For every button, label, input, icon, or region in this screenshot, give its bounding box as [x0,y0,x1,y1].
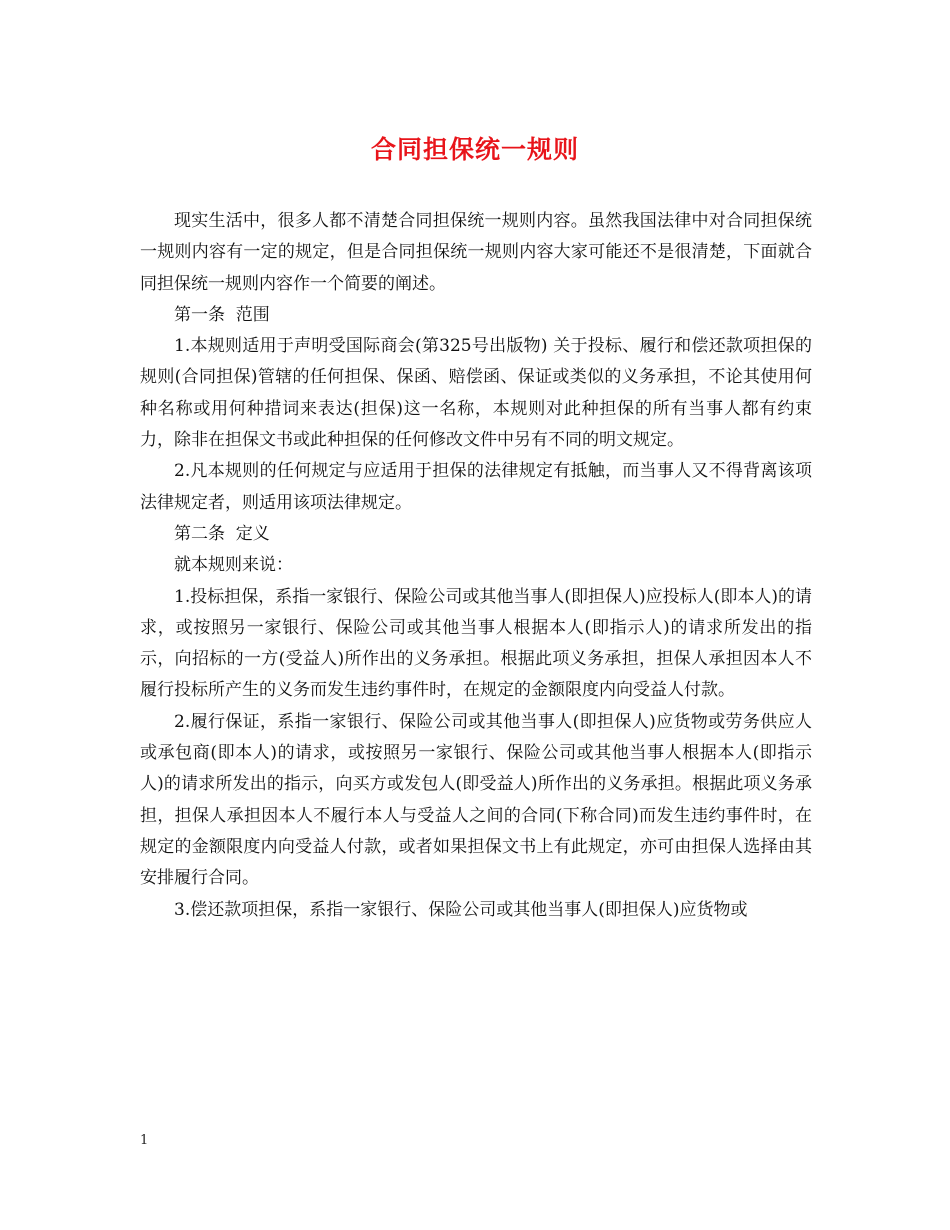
paragraph: 3.偿还款项担保，系指一家银行、保险公司或其他当事人(即担保人)应货物或 [174,899,748,920]
paragraph: 2.履行保证，系指一家银行、保险公司或其他当事人(即担保人)应货物或劳务供应人或承包商(即本人)的请求，或按照另一家银行、保险公司或其他当事人根据本人(即指示人)的请求所发出的指示，向买方或发包人(即受益人)所作出的义务承担。根据此项义务承担，担保人承担因本人不履行本人与受益人之间的合同(下称合同)而发生违约事件时，在规定的金额限度内向受益人付款，或者如果担保文书上有此规定，亦可由担保人选择由其安排履行合同。 [140,711,812,889]
paragraph: 就本规则来说： [174,555,293,576]
page-number: 1 [140,1133,149,1148]
section-heading: 第一条 范围 [174,304,270,325]
paragraph: 2.凡本规则的任何规定与应适用于担保的法律规定有抵触，而当事人又不得背离该项法律规定者，则适用该项法律规定。 [140,461,812,513]
document-body [140,206,812,926]
document-title: 合同担保统一规则 [370,135,579,164]
paragraph: 1.投标担保，系指一家银行、保险公司或其他当事人(即担保人)应投标人(即本人)的请求，或按照另一家银行、保险公司或其他当事人根据本人(即指示人)的请求所发出的指示，向招标的一方(受益人)所作出的义务承担。根据此项义务承担，担保人承担因本人不履行投标所产生的义务而发生违约事件时，在规定的金额限度内向受益人付款。 [140,586,812,701]
section-heading: 第二条 定义 [174,523,270,544]
paragraph: 1.本规则适用于声明受国际商会(第325号出版物) 关于投标、履行和偿还款项担保的规则(合同担保)管辖的任何担保、保函、赔偿函、保证或类似的义务承担，不论其使用何种名称或用何种措词来表达(担保)这一名称，本规则对此种担保的所有当事人都有约束力，除非在担保文书或此种担保的任何修改文件中另有不同的明文规定。 [140,336,812,451]
paragraph: 现实生活中，很多人都不清楚合同担保统一规则内容。虽然我国法律中对合同担保统一规则内容有一定的规定，但是合同担保统一规则内容大家可能还不是很清楚，下面就合同担保统一规则内容作一个简要的阐述。 [140,211,812,294]
